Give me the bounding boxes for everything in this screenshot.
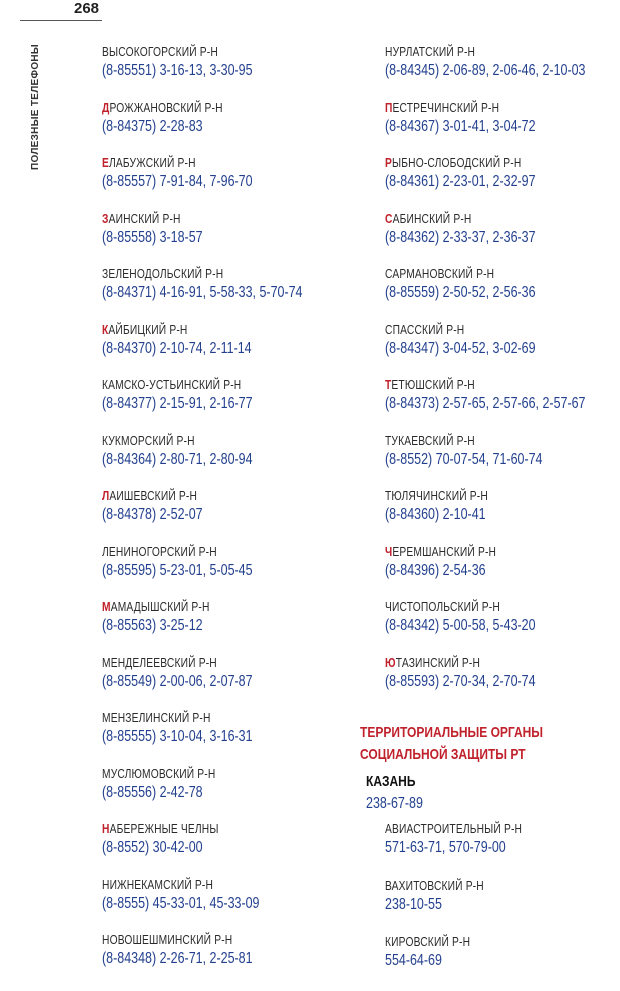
district-name-rest: АМАДЫШСКИЙ Р-Н — [110, 600, 210, 614]
phone-number: (8-84370) 2-10-74, 2-11-14 — [102, 339, 252, 357]
district-name — [102, 155, 315, 171]
phone-number: (8-85549) 2-00-06, 2-07-87 — [102, 672, 253, 690]
district-name — [102, 544, 315, 560]
phone-number: (8-84345) 2-06-89, 2-06-46, 2-10-03 — [385, 62, 586, 79]
district-name — [385, 211, 578, 227]
directory-entry — [102, 211, 362, 267]
directory-entry — [385, 599, 620, 655]
directory-entry — [102, 44, 362, 100]
district-name — [385, 155, 578, 171]
initial-letter: К — [102, 322, 109, 337]
district-name — [102, 433, 315, 449]
district-name-rest: РОЖЖАНОВСКИЙ Р-Н — [109, 100, 223, 115]
phone-number: (8-84371) 4-16-91, 5-58-33, 5-70-74 — [102, 284, 303, 301]
initial-letter: П — [385, 100, 393, 115]
directory-entry — [102, 655, 362, 711]
district-name-rest: ЛАБУЖСКИЙ Р-Н — [109, 156, 196, 170]
directory-entry — [102, 433, 362, 489]
side-section-label: ПОЛЕЗНЫЕ ТЕЛЕФОНЫ — [30, 43, 41, 170]
district-name — [102, 488, 315, 504]
directory-entry — [385, 655, 620, 711]
phone-number: (8-85593) 2-70-34, 2-70-74 — [385, 672, 536, 690]
district-name-rest: АИШЕВСКИЙ Р-Н — [109, 489, 198, 503]
directory-entry — [102, 821, 362, 877]
district-name-rest: АИНСКИЙ Р-Н — [108, 211, 181, 226]
district-name — [102, 710, 315, 726]
district-name — [385, 377, 578, 393]
district-name-rest: ТУКАЕВСКИЙ Р-Н — [385, 433, 475, 448]
phone-number: (8-85563) 3-25-12 — [102, 617, 203, 634]
district-name — [385, 100, 578, 116]
district-name-rest: САРМАНОВСКИЙ Р-Н — [385, 267, 495, 281]
phone-number: (8-84362) 2-33-37, 2-36-37 — [385, 228, 536, 246]
directory-entry — [102, 544, 362, 600]
district-name — [385, 655, 578, 671]
district-name — [385, 44, 578, 60]
initial-letter: З — [102, 211, 109, 226]
right-column — [385, 44, 620, 710]
initial-letter: Е — [102, 156, 110, 170]
phone-number: (8-85558) 3-18-57 — [102, 228, 203, 246]
directory-entry — [385, 544, 620, 600]
phone-number: (8-84348) 2-26-71, 2-25-81 — [102, 950, 253, 967]
district-name — [102, 655, 315, 671]
phone-number: (8-84373) 2-57-65, 2-57-66, 2-57-67 — [385, 395, 586, 412]
kazan-district-name: КИРОВСКИЙ Р-Н — [385, 935, 471, 949]
directory-entry — [385, 377, 620, 433]
phone-number: (8-84377) 2-15-91, 2-16-77 — [102, 395, 253, 412]
directory-entry — [102, 266, 362, 322]
section-title-line1: ТЕРРИТОРИАЛЬНЫЕ ОРГАНЫ — [360, 724, 544, 741]
directory-entry — [102, 599, 362, 655]
district-name — [385, 266, 578, 282]
directory-entry — [102, 377, 362, 433]
directory-entry — [385, 155, 620, 211]
district-name-rest: ЕТЮШСКИЙ Р-Н — [391, 378, 475, 392]
district-name-rest: МЕНЗЕЛИНСКИЙ Р-Н — [102, 711, 211, 725]
district-name-rest: ВЫСОКОГОРСКИЙ Р-Н — [102, 45, 218, 59]
district-name-rest: НУРЛАТСКИЙ Р-Н — [385, 45, 476, 59]
district-name-rest: АЙБИЦКИЙ Р-Н — [108, 322, 188, 337]
phone-number: (8-8555) 45-33-01, 45-33-09 — [102, 894, 260, 912]
district-name — [385, 544, 578, 560]
district-name-rest: ЫБНО-СЛОБОДСКИЙ Р-Н — [392, 156, 522, 170]
initial-letter: Н — [102, 822, 110, 836]
phone-number: (8-85559) 2-50-52, 2-56-36 — [385, 284, 536, 301]
initial-letter: Д — [102, 100, 110, 115]
directory-entry — [102, 932, 362, 988]
directory-entry — [102, 877, 362, 933]
district-name-rest: ТЮЛЯЧИНСКИЙ Р-Н — [385, 489, 488, 503]
initial-letter: Л — [102, 489, 110, 503]
directory-entry — [102, 100, 362, 156]
directory-entry — [102, 766, 362, 822]
top-rule — [20, 20, 102, 21]
kazan-district-entry — [385, 821, 615, 878]
kazan-district-entry — [385, 934, 615, 991]
phone-number: (8-84396) 2-54-36 — [385, 561, 486, 579]
district-name-rest: ЛЕНИНОГОРСКИЙ Р-Н — [102, 544, 217, 559]
phone-number: (8-84342) 5-00-58, 5-43-20 — [385, 617, 536, 634]
district-name-rest: СПАССКИЙ Р-Н — [385, 322, 465, 337]
phone-number: (8-84378) 2-52-07 — [102, 506, 203, 523]
directory-entry — [385, 100, 620, 156]
social-protection-section — [360, 722, 615, 766]
initial-letter: Ю — [385, 655, 396, 670]
directory-entry — [385, 488, 620, 544]
directory-entry — [385, 322, 620, 378]
phone-number: (8-84367) 3-01-41, 3-04-72 — [385, 117, 536, 135]
phone-number: (8-84347) 3-04-52, 3-02-69 — [385, 339, 536, 357]
district-name — [102, 821, 315, 837]
left-column — [102, 44, 362, 988]
section-title-line2: СОЦИАЛЬНОЙ ЗАЩИТЫ РТ — [360, 746, 526, 763]
kazan-district-phone: 571-63-71, 570-79-00 — [385, 839, 506, 856]
directory-entry — [102, 155, 362, 211]
directory-entry — [385, 266, 620, 322]
directory-entry — [102, 488, 362, 544]
district-name-rest: МЕНДЕЛЕЕВСКИЙ Р-Н — [102, 655, 217, 670]
directory-entry — [102, 710, 362, 766]
district-name — [102, 100, 315, 116]
district-name — [102, 377, 315, 393]
phone-number: (8-85556) 2-42-78 — [102, 783, 203, 801]
district-name-rest: КАМСКО-УСТЬИНСКИЙ Р-Н — [102, 378, 242, 392]
phone-number: (8-84360) 2-10-41 — [385, 506, 486, 523]
district-name-rest: ТАЗИНСКИЙ Р-Н — [395, 655, 481, 670]
district-name — [385, 433, 578, 449]
district-name — [102, 932, 315, 948]
kazan-district-phone: 554-64-69 — [385, 952, 442, 969]
initial-letter: Ч — [385, 544, 393, 559]
phone-number: (8-85557) 7-91-84, 7-96-70 — [102, 173, 253, 190]
district-name — [385, 488, 578, 504]
district-name — [102, 322, 315, 338]
initial-letter: М — [102, 600, 111, 614]
phone-number: (8-85555) 3-10-04, 3-16-31 — [102, 728, 253, 745]
directory-entry — [102, 322, 362, 378]
phone-number: (8-84361) 2-23-01, 2-32-97 — [385, 173, 536, 190]
district-name-rest: НИЖНЕКАМСКИЙ Р-Н — [102, 877, 214, 892]
district-name — [102, 211, 315, 227]
district-name-rest: ЕРЕМШАНСКИЙ Р-Н — [392, 544, 497, 559]
district-name-rest: ЧИСТОПОЛЬСКИЙ Р-Н — [385, 600, 500, 614]
district-name-rest: КУКМОРСКИЙ Р-Н — [102, 433, 195, 448]
directory-entry — [385, 211, 620, 267]
district-name — [102, 266, 315, 282]
district-name — [102, 877, 315, 893]
phone-number: (8-84364) 2-80-71, 2-80-94 — [102, 450, 253, 468]
district-name-rest: ЗЕЛЕНОДОЛЬСКИЙ Р-Н — [102, 267, 224, 281]
page-number: 268 — [74, 0, 100, 17]
district-name-rest: НОВОШЕШМИНСКИЙ Р-Н — [102, 933, 233, 947]
district-list — [385, 821, 615, 991]
kazan-district-entry — [385, 878, 615, 935]
district-name-rest: МУСЛЮМОВСКИЙ Р-Н — [102, 766, 216, 781]
city-phone: 238-67-89 — [366, 795, 423, 812]
district-name-rest: АБИНСКИЙ Р-Н — [392, 211, 472, 226]
district-name — [385, 322, 578, 338]
phone-number: (8-85551) 3-16-13, 3-30-95 — [102, 62, 253, 79]
initial-letter: Р — [385, 156, 393, 170]
phone-number: (8-85595) 5-23-01, 5-05-45 — [102, 561, 253, 579]
district-name — [102, 766, 315, 782]
initial-letter: Т — [385, 378, 392, 392]
directory-entry — [385, 44, 620, 100]
phone-number: (8-8552) 70-07-54, 71-60-74 — [385, 450, 543, 468]
district-name — [102, 599, 315, 615]
directory-entry — [385, 433, 620, 489]
city-name: КАЗАНЬ — [366, 773, 416, 790]
initial-letter: С — [385, 211, 393, 226]
phone-number: (8-8552) 30-42-00 — [102, 839, 203, 856]
phone-number: (8-84375) 2-28-83 — [102, 117, 203, 135]
district-name — [102, 44, 315, 60]
district-name-rest: ЕСТРЕЧИНСКИЙ Р-Н — [392, 100, 500, 115]
kazan-district-name: АВИАСТРОИТЕЛЬНЫЙ Р-Н — [385, 822, 523, 836]
kazan-district-phone: 238-10-55 — [385, 895, 442, 913]
district-name-rest: АБЕРЕЖНЫЕ ЧЕЛНЫ — [109, 822, 219, 836]
kazan-district-name: ВАХИТОВСКИЙ Р-Н — [385, 878, 484, 893]
district-name — [385, 599, 578, 615]
